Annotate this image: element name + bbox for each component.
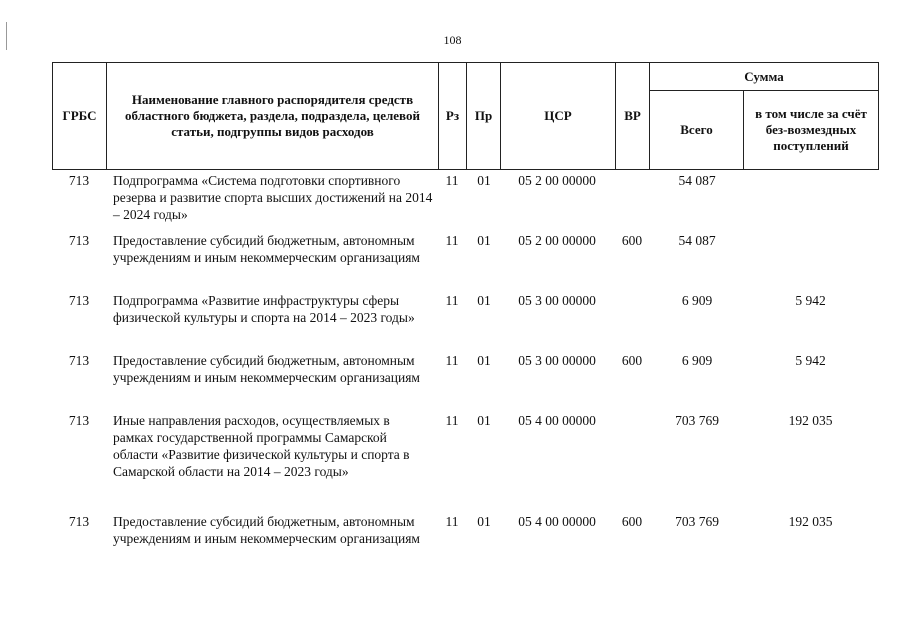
cell-total: 6 909 (681, 293, 713, 308)
header-pr: Пр (467, 63, 501, 170)
cell-csr: 05 3 00 00000 (518, 293, 596, 308)
cell-csr: 05 4 00 00000 (518, 514, 596, 529)
header-name: Наименование главного распорядителя средств областного бюджета, раздела, подраздела, целевой статьи, подгруппы видов расходов (107, 63, 439, 170)
cell-csr: 05 2 00 00000 (518, 173, 596, 188)
cell-total: 54 087 (678, 233, 716, 248)
cell-grbs: 713 (68, 293, 90, 308)
cell-grbs: 713 (68, 353, 90, 368)
cell-free: 5 942 (795, 293, 826, 308)
cell-free: 192 035 (788, 514, 833, 529)
cell-name: Предоставление субсидий бюджетным, автономным учреждениям и иным некоммерческим организациям (113, 233, 420, 265)
cell-rz: 11 (445, 353, 459, 368)
cell-rz: 11 (445, 514, 459, 529)
header-sum: Сумма (650, 63, 879, 91)
cell-pr: 01 (477, 353, 491, 368)
cell-pr: 01 (477, 413, 491, 428)
cell-csr: 05 4 00 00000 (518, 413, 596, 428)
header-csr: ЦСР (501, 63, 616, 170)
cell-total: 54 087 (678, 173, 716, 188)
cell-vr: 600 (621, 353, 643, 368)
header-rz: Рз (439, 63, 467, 170)
table-header (52, 62, 879, 170)
cell-name: Предоставление субсидий бюджетным, автономным учреждениям и иным некоммерческим организациям (113, 514, 420, 546)
cell-pr: 01 (477, 173, 491, 188)
header-total: Всего (650, 91, 744, 170)
cell-csr: 05 3 00 00000 (518, 353, 596, 368)
cell-name: Иные направления расходов, осуществляемых в рамках государственной программы Самарской области «Развитие физической культуры и спорта в Самарской области на 2014 – 2023 годы» (113, 413, 410, 479)
header-vr: ВР (616, 63, 650, 170)
header-free: в том числе за счёт без-возмездных поступлений (744, 91, 879, 170)
cell-rz: 11 (445, 233, 459, 248)
cell-grbs: 713 (68, 514, 90, 529)
cell-name: Подпрограмма «Система подготовки спортивного резерва и развитие спорта высших достижений на 2014 – 2024 годы» (113, 173, 433, 222)
cell-grbs: 713 (68, 173, 90, 188)
cell-grbs: 713 (68, 413, 90, 428)
cell-total: 6 909 (681, 353, 713, 368)
cell-rz: 11 (445, 173, 459, 188)
cell-name: Предоставление субсидий бюджетным, автономным учреждениям и иным некоммерческим организациям (113, 353, 420, 385)
cell-vr: 600 (621, 514, 643, 529)
header-grbs: ГРБС (53, 63, 107, 170)
cell-free: 192 035 (788, 413, 833, 428)
cell-rz: 11 (445, 413, 459, 428)
cell-rz: 11 (445, 293, 459, 308)
cell-pr: 01 (477, 293, 491, 308)
cell-free: 5 942 (795, 353, 826, 368)
cell-total: 703 769 (675, 413, 719, 428)
cell-pr: 01 (477, 514, 491, 529)
page-number: 108 (443, 33, 462, 47)
cell-total: 703 769 (675, 514, 719, 529)
cell-vr: 600 (621, 233, 643, 248)
cell-csr: 05 2 00 00000 (518, 233, 596, 248)
cell-grbs: 713 (68, 233, 90, 248)
cell-name: Подпрограмма «Развитие инфраструктуры сферы физической культуры и спорта на 2014 – 2023 годы» (113, 293, 415, 325)
cell-pr: 01 (477, 233, 491, 248)
